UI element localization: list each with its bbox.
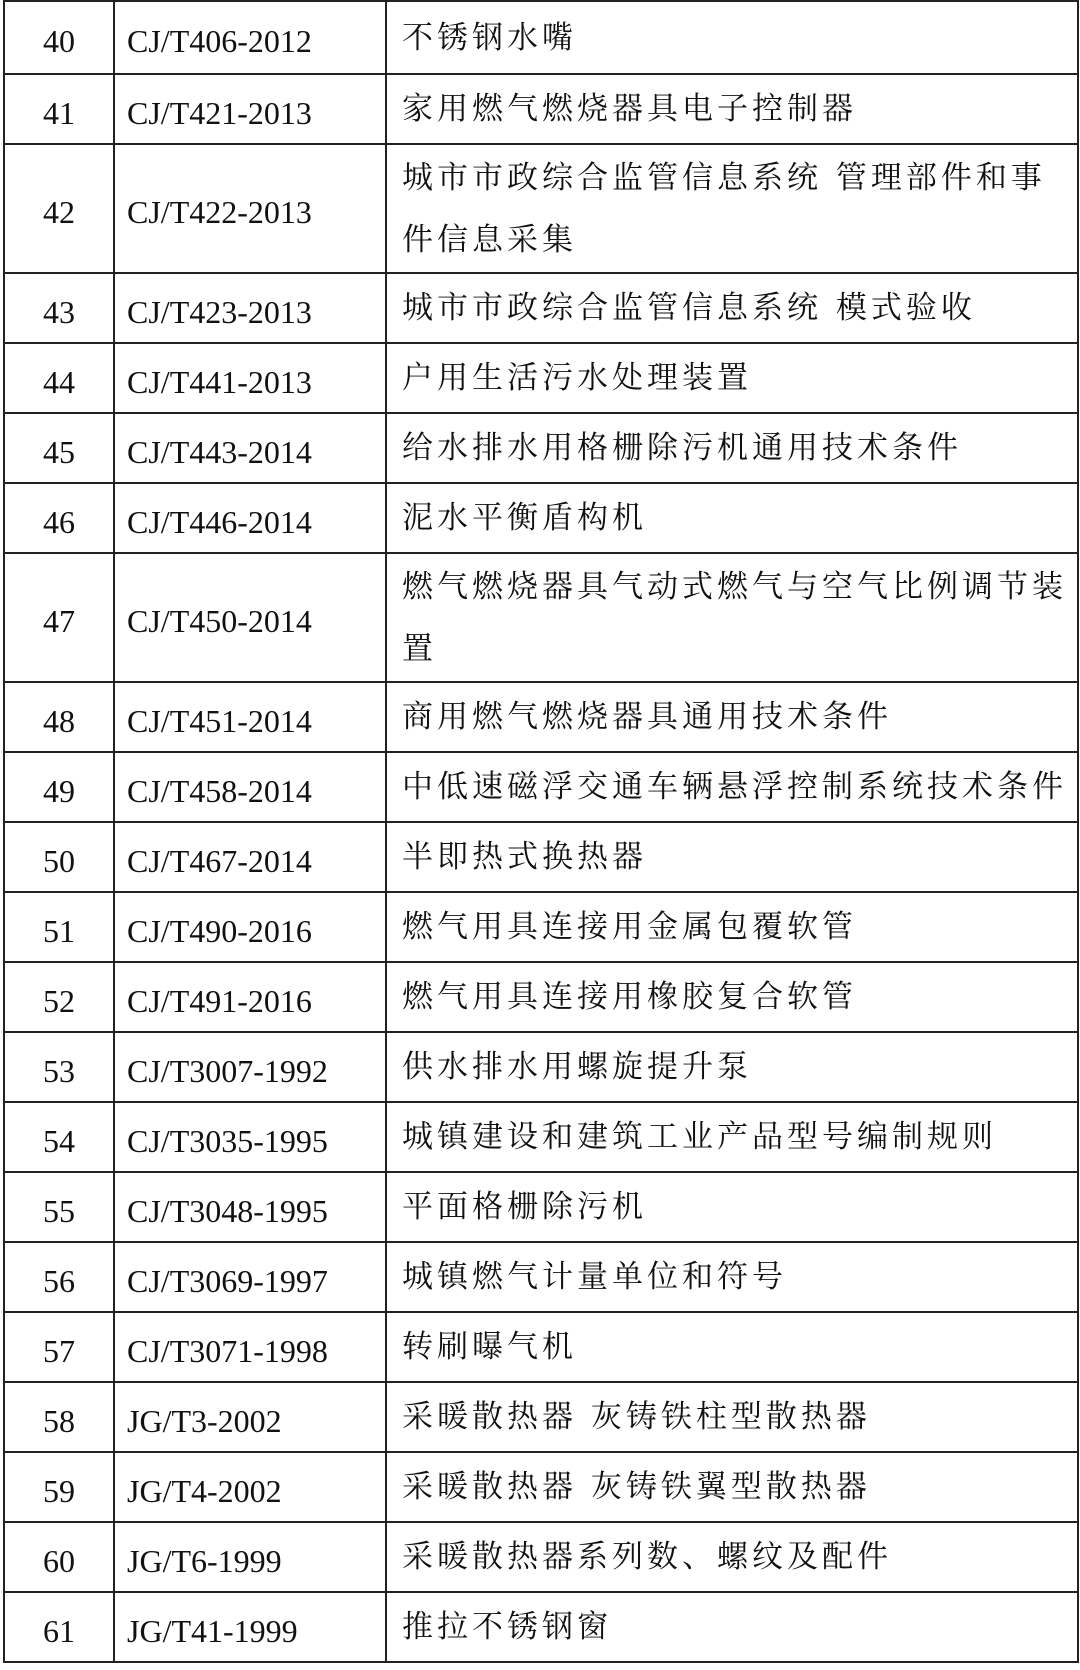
standard-code: CJ/T491-2016 bbox=[114, 962, 386, 1032]
standard-code: CJ/T3071-1998 bbox=[114, 1312, 386, 1382]
standard-code: CJ/T3035-1995 bbox=[114, 1102, 386, 1172]
standard-code: CJ/T3048-1995 bbox=[114, 1172, 386, 1242]
row-number: 41 bbox=[4, 74, 114, 144]
standard-name: 转刷曝气机 bbox=[386, 1312, 1078, 1382]
standard-name: 泥水平衡盾构机 bbox=[386, 483, 1078, 553]
standard-name: 采暖散热器 灰铸铁柱型散热器 bbox=[386, 1382, 1078, 1452]
table-row bbox=[4, 752, 1078, 822]
row-number: 57 bbox=[4, 1312, 114, 1382]
standard-code: CJ/T422-2013 bbox=[114, 144, 386, 273]
standards-table bbox=[3, 0, 1079, 1663]
row-number: 45 bbox=[4, 413, 114, 483]
standard-code: CJ/T450-2014 bbox=[114, 553, 386, 682]
standard-name: 城镇燃气计量单位和符号 bbox=[386, 1242, 1078, 1312]
row-number: 51 bbox=[4, 892, 114, 962]
row-number: 59 bbox=[4, 1452, 114, 1522]
standard-name: 给水排水用格栅除污机通用技术条件 bbox=[386, 413, 1078, 483]
row-number: 47 bbox=[4, 553, 114, 682]
table-row bbox=[4, 483, 1078, 553]
row-number: 48 bbox=[4, 682, 114, 752]
standard-code: CJ/T490-2016 bbox=[114, 892, 386, 962]
standard-code: CJ/T3069-1997 bbox=[114, 1242, 386, 1312]
standard-name: 采暖散热器 灰铸铁翼型散热器 bbox=[386, 1452, 1078, 1522]
standard-name: 燃气用具连接用金属包覆软管 bbox=[386, 892, 1078, 962]
table-row bbox=[4, 822, 1078, 892]
standard-name: 半即热式换热器 bbox=[386, 822, 1078, 892]
standard-code: CJ/T423-2013 bbox=[114, 273, 386, 343]
table-row bbox=[4, 1592, 1078, 1662]
standard-code: CJ/T441-2013 bbox=[114, 343, 386, 413]
standard-code: JG/T3-2002 bbox=[114, 1382, 386, 1452]
standard-code: CJ/T3007-1992 bbox=[114, 1032, 386, 1102]
table-row bbox=[4, 1032, 1078, 1102]
row-number: 60 bbox=[4, 1522, 114, 1592]
row-number: 43 bbox=[4, 273, 114, 343]
standard-name: 户用生活污水处理装置 bbox=[386, 343, 1078, 413]
table-row bbox=[4, 682, 1078, 752]
table-row bbox=[4, 892, 1078, 962]
standard-name: 燃气用具连接用橡胶复合软管 bbox=[386, 962, 1078, 1032]
standard-code: CJ/T451-2014 bbox=[114, 682, 386, 752]
standard-name: 供水排水用螺旋提升泵 bbox=[386, 1032, 1078, 1102]
standard-name: 平面格栅除污机 bbox=[386, 1172, 1078, 1242]
row-number: 50 bbox=[4, 822, 114, 892]
table-row bbox=[4, 1102, 1078, 1172]
standard-code: JG/T4-2002 bbox=[114, 1452, 386, 1522]
table-row bbox=[4, 144, 1078, 273]
standards-table-page bbox=[3, 0, 1080, 1663]
standard-code: JG/T41-1999 bbox=[114, 1592, 386, 1662]
row-number: 58 bbox=[4, 1382, 114, 1452]
row-number: 53 bbox=[4, 1032, 114, 1102]
table-row bbox=[4, 413, 1078, 483]
table-row bbox=[4, 553, 1078, 682]
standard-code: CJ/T467-2014 bbox=[114, 822, 386, 892]
standard-code: CJ/T458-2014 bbox=[114, 752, 386, 822]
standard-code: CJ/T421-2013 bbox=[114, 74, 386, 144]
standard-name: 推拉不锈钢窗 bbox=[386, 1592, 1078, 1662]
row-number: 54 bbox=[4, 1102, 114, 1172]
table-row bbox=[4, 74, 1078, 144]
standard-name: 城市市政综合监管信息系统 管理部件和事件信息采集 bbox=[386, 144, 1078, 273]
standard-name: 中低速磁浮交通车辆悬浮控制系统技术条件 bbox=[386, 752, 1078, 822]
row-number: 44 bbox=[4, 343, 114, 413]
table-row bbox=[4, 343, 1078, 413]
row-number: 55 bbox=[4, 1172, 114, 1242]
table-row bbox=[4, 1312, 1078, 1382]
standard-code: CJ/T446-2014 bbox=[114, 483, 386, 553]
standard-name: 商用燃气燃烧器具通用技术条件 bbox=[386, 682, 1078, 752]
standard-code: JG/T6-1999 bbox=[114, 1522, 386, 1592]
row-number: 61 bbox=[4, 1592, 114, 1662]
table-row bbox=[4, 273, 1078, 343]
table-row bbox=[4, 962, 1078, 1032]
row-number: 46 bbox=[4, 483, 114, 553]
row-number: 42 bbox=[4, 144, 114, 273]
standard-name: 家用燃气燃烧器具电子控制器 bbox=[386, 74, 1078, 144]
table-row bbox=[4, 1382, 1078, 1452]
table-row bbox=[4, 1172, 1078, 1242]
row-number: 52 bbox=[4, 962, 114, 1032]
standard-name: 燃气燃烧器具气动式燃气与空气比例调节装置 bbox=[386, 553, 1078, 682]
standard-name: 不锈钢水嘴 bbox=[386, 1, 1078, 74]
table-row bbox=[4, 1, 1078, 74]
row-number: 40 bbox=[4, 1, 114, 74]
row-number: 56 bbox=[4, 1242, 114, 1312]
standard-code: CJ/T406-2012 bbox=[114, 1, 386, 74]
standard-name: 城市市政综合监管信息系统 模式验收 bbox=[386, 273, 1078, 343]
table-row bbox=[4, 1452, 1078, 1522]
table-row bbox=[4, 1522, 1078, 1592]
table-row bbox=[4, 1242, 1078, 1312]
row-number: 49 bbox=[4, 752, 114, 822]
standard-name: 采暖散热器系列数、螺纹及配件 bbox=[386, 1522, 1078, 1592]
standard-code: CJ/T443-2014 bbox=[114, 413, 386, 483]
standard-name: 城镇建设和建筑工业产品型号编制规则 bbox=[386, 1102, 1078, 1172]
